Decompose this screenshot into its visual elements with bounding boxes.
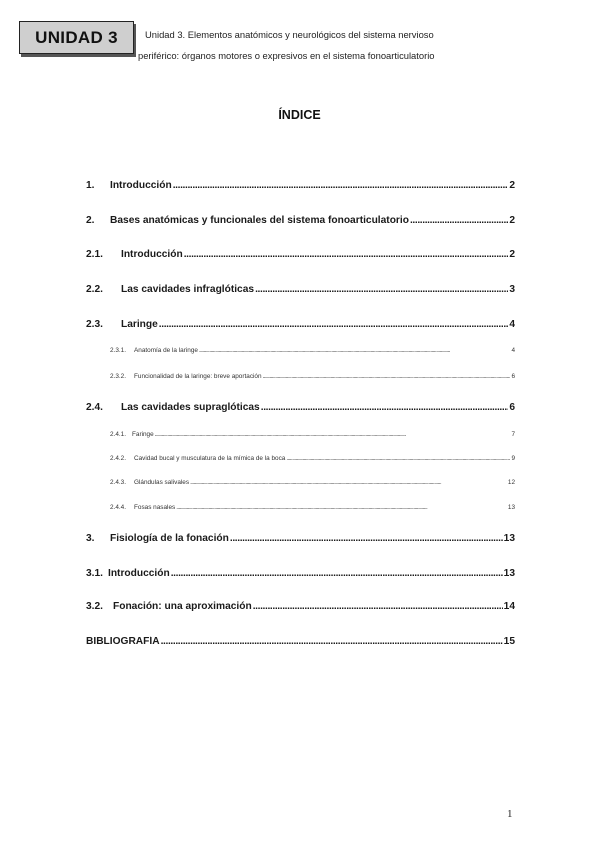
dot-leader — [176, 504, 507, 511]
toc-entry[interactable] — [86, 533, 515, 544]
dot-leader — [261, 402, 509, 413]
toc-entry-page: 13 — [507, 504, 515, 511]
toc-entry-number: 2. — [86, 215, 95, 226]
dot-leader — [255, 284, 508, 295]
toc-entry-page: 12 — [507, 479, 515, 486]
toc-entry-text: Cavidad bucal y musculatura de la mímica de la boca — [134, 455, 286, 462]
toc-subentry[interactable] — [110, 455, 515, 462]
dot-leader — [155, 431, 511, 438]
toc-entry-text: Glándulas salivales — [134, 479, 190, 486]
toc-entry-text: Faringe — [132, 431, 154, 438]
toc-entry-number: 2.1. — [86, 249, 103, 260]
toc-entry-number: 2.3. — [86, 319, 103, 330]
toc-entry-page: 13 — [503, 568, 515, 579]
toc-entry[interactable] — [86, 284, 515, 295]
toc-title: ÍNDICE — [278, 108, 321, 122]
dot-leader — [161, 636, 503, 647]
toc-entry[interactable] — [86, 180, 515, 191]
toc-entry-number: 3. — [86, 533, 95, 544]
dot-leader — [253, 601, 503, 612]
toc-subentry[interactable] — [110, 347, 515, 354]
dot-leader — [286, 455, 510, 462]
toc-entry-number: 2.3.2. — [110, 373, 126, 380]
toc-entry-text: Las cavidades supraglóticas — [121, 402, 260, 413]
toc-entry-text: Introducción — [121, 249, 183, 260]
toc-entry-number: 3.2. — [86, 601, 103, 612]
toc-entry-number: 1. — [86, 180, 95, 191]
toc-entry-text: Fosas nasales — [134, 504, 176, 511]
toc-entry-page: 2 — [509, 215, 515, 226]
toc-entry-text: Fonación: una aproximación — [113, 601, 252, 612]
page-number: 1 — [507, 808, 513, 820]
toc-entry-page: 2 — [509, 249, 515, 260]
toc-entry-page: 14 — [503, 601, 515, 612]
unit-label-box — [19, 21, 134, 54]
toc-subentry[interactable] — [110, 431, 515, 438]
toc-entry-page: 9 — [511, 455, 515, 462]
toc-entry-text: Fisiología de la fonación — [110, 533, 229, 544]
toc-entry-number: 2.3.1. — [110, 347, 126, 354]
toc-subentry[interactable] — [110, 373, 515, 380]
toc-entry-number: 2.4.3. — [110, 479, 126, 486]
toc-entry-number: 3.1. — [86, 568, 103, 579]
dot-leader — [190, 479, 507, 486]
toc-entry[interactable] — [86, 402, 515, 413]
toc-entry[interactable] — [86, 601, 515, 612]
toc-subentry[interactable] — [110, 479, 515, 486]
toc-entry-number: 2.2. — [86, 284, 103, 295]
dot-leader — [159, 319, 509, 330]
dot-leader — [230, 533, 503, 544]
toc-entry-number: 2.4.4. — [110, 504, 126, 511]
toc-entry-number: 2.4.2. — [110, 455, 126, 462]
toc-entry-page: 15 — [503, 636, 515, 647]
dot-leader — [410, 215, 508, 226]
toc-entry-page: 6 — [511, 373, 515, 380]
toc-entry-bibliography[interactable] — [86, 636, 515, 647]
toc-entry-text: Anatomía de la laringe — [134, 347, 198, 354]
toc-entry[interactable] — [86, 215, 515, 226]
dot-leader — [173, 180, 509, 191]
header-subtitle-line2: periférico: órganos motores o expresivos en el sistema fonoarticulatorio — [138, 50, 435, 61]
toc-entry-page: 4 — [511, 347, 515, 354]
dot-leader — [184, 249, 509, 260]
toc-entry-text: Introducción — [108, 568, 170, 579]
toc-entry-text: Bases anatómicas y funcionales del sistema fonoarticulatorio — [110, 215, 409, 226]
header-subtitle-line1: Unidad 3. Elementos anatómicos y neurológicos del sistema nervioso — [145, 29, 434, 40]
toc-entry-text: Introducción — [110, 180, 172, 191]
dot-leader — [263, 373, 511, 380]
toc-entry-page: 3 — [509, 284, 515, 295]
toc-entry-page: 2 — [509, 180, 515, 191]
toc-entry-page: 13 — [503, 533, 515, 544]
toc-entry[interactable] — [86, 249, 515, 260]
unit-label: UNIDAD 3 — [35, 27, 118, 47]
toc-entry-page: 4 — [509, 319, 515, 330]
dot-leader — [199, 347, 510, 354]
toc-entry-text: BIBLIOGRAFÍA — [86, 636, 160, 647]
toc-entry-text: Funcionalidad de la laringe: breve aportación — [134, 373, 262, 380]
toc-entry-text: Laringe — [121, 319, 158, 330]
toc-subentry[interactable] — [110, 504, 515, 511]
dot-leader — [171, 568, 503, 579]
toc-entry-number: 2.4. — [86, 402, 103, 413]
toc-entry-page: 6 — [509, 402, 515, 413]
toc-entry-text: Las cavidades infraglóticas — [121, 284, 255, 295]
toc-entry[interactable] — [86, 319, 515, 330]
toc-entry-number: 2.4.1. — [110, 431, 126, 438]
toc-entry-page: 7 — [511, 431, 515, 438]
toc-entry[interactable] — [86, 568, 515, 579]
